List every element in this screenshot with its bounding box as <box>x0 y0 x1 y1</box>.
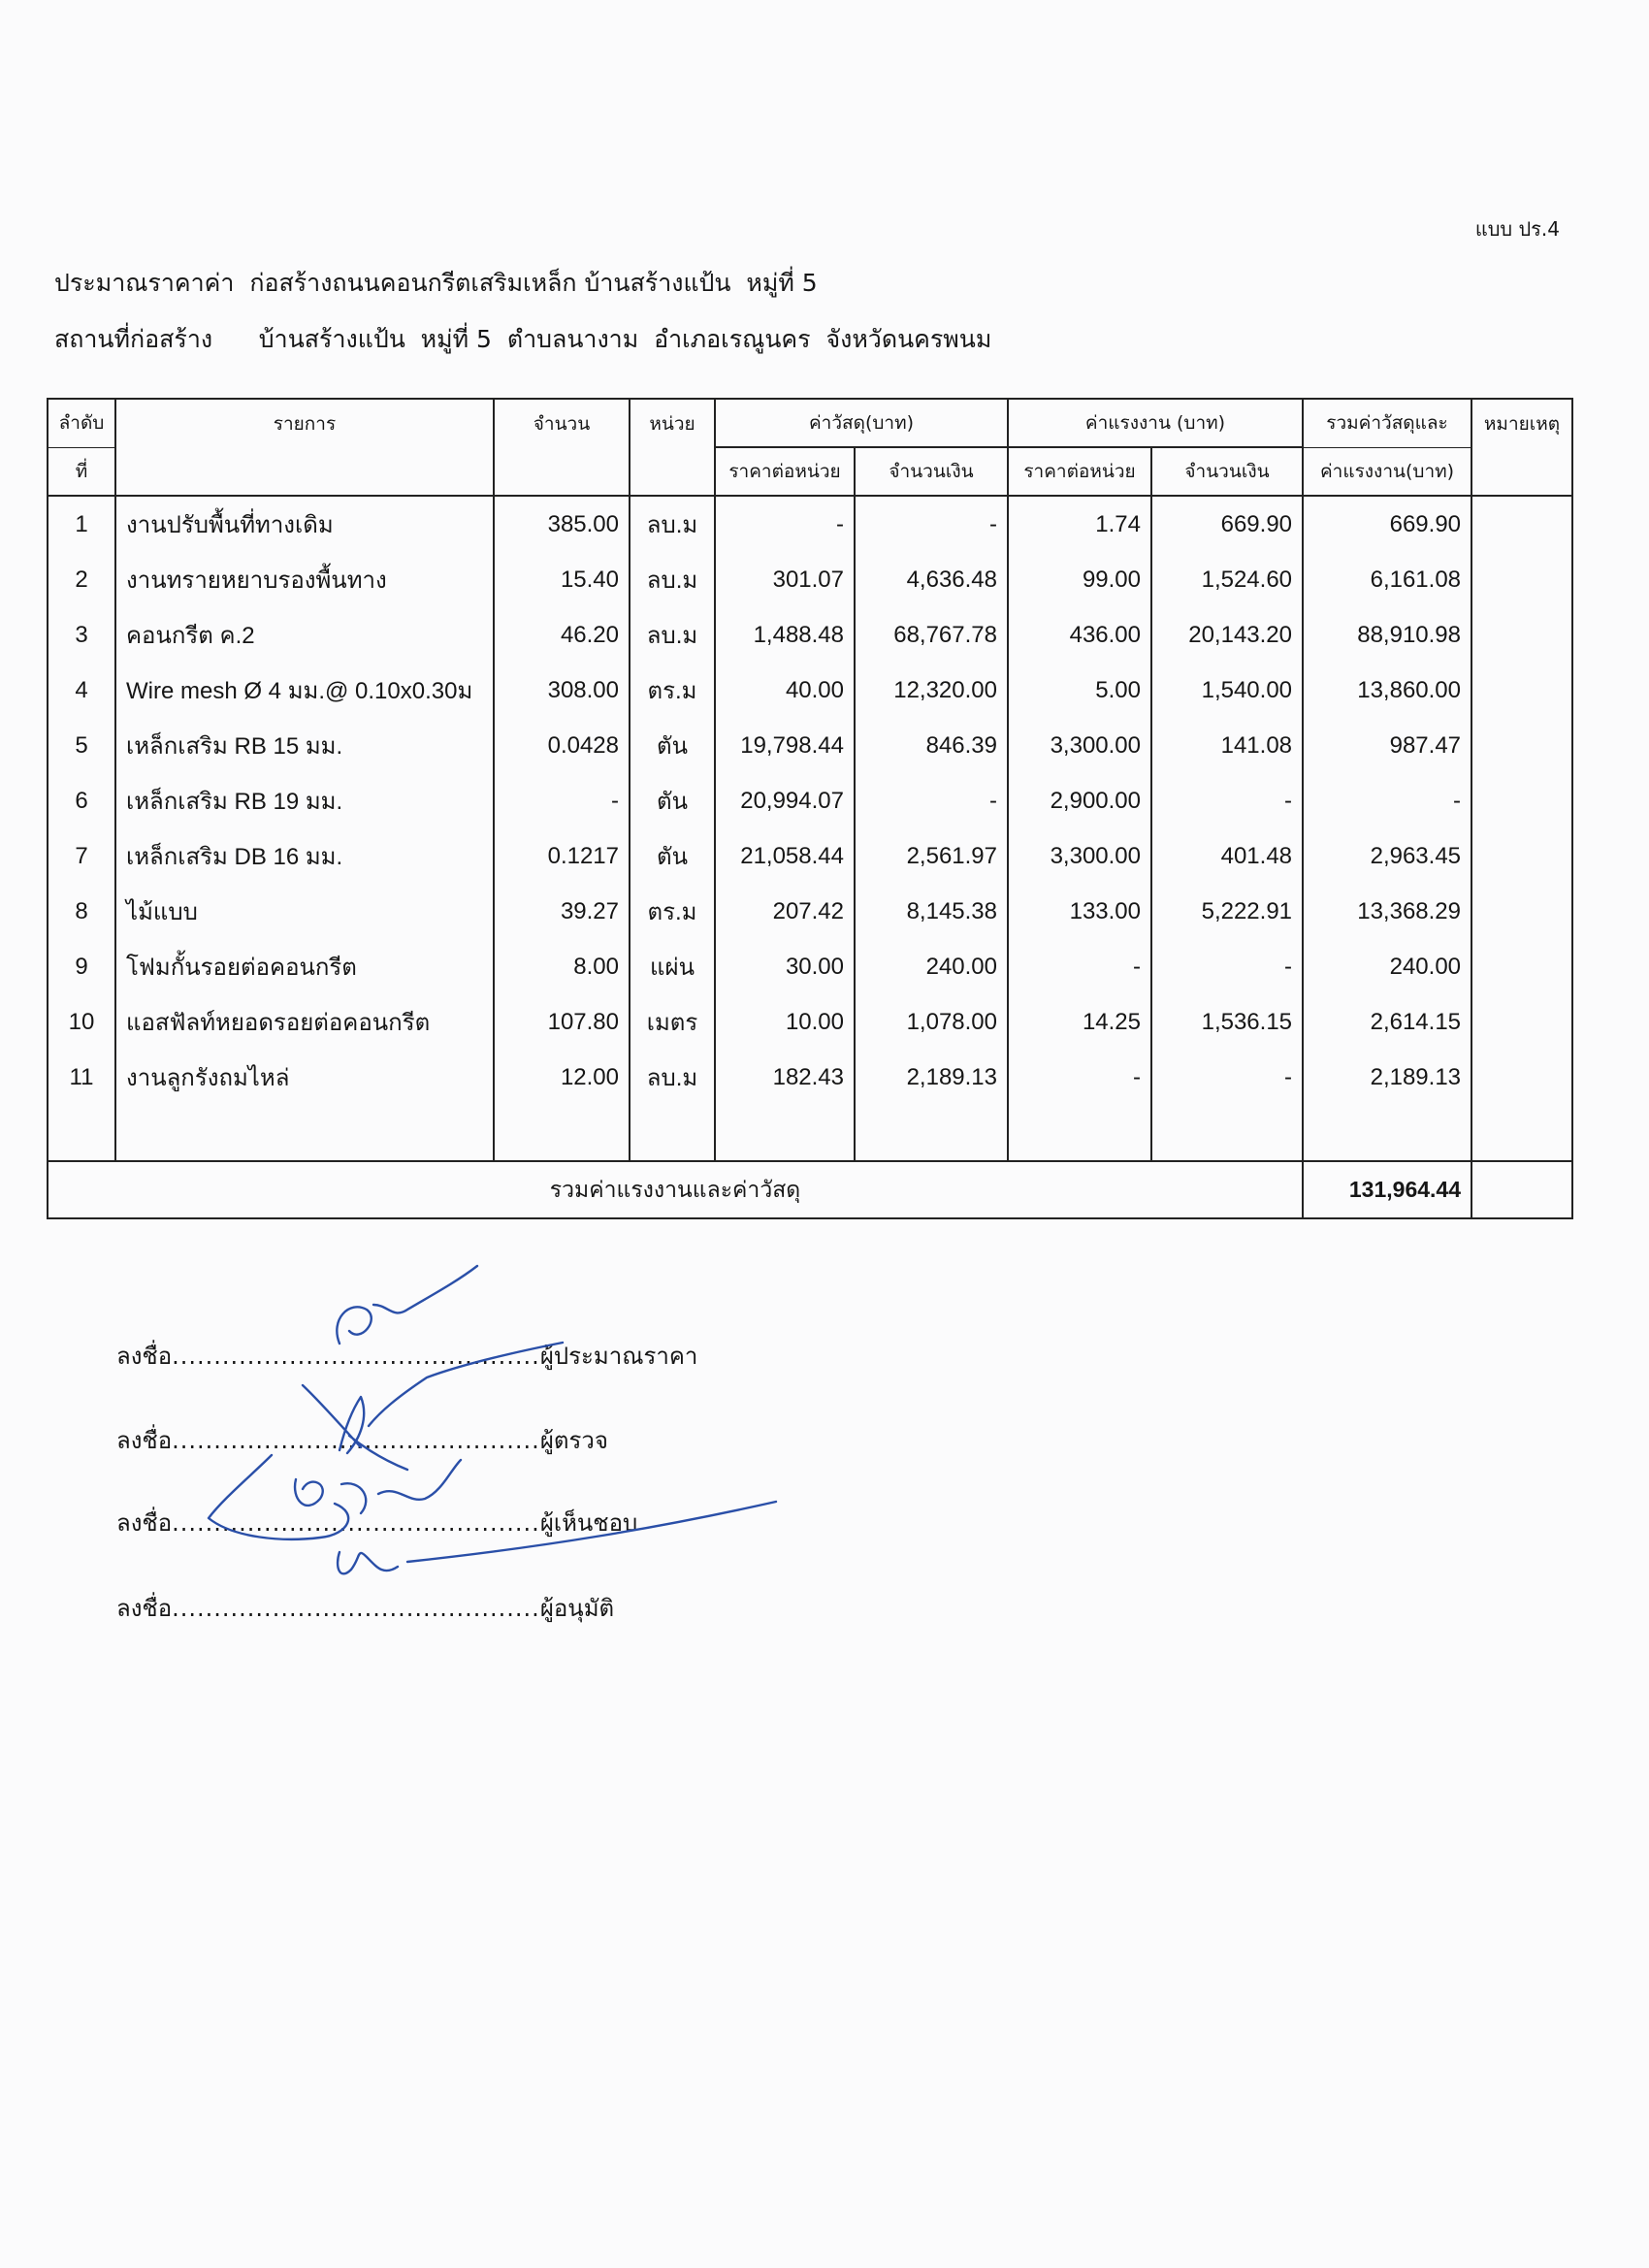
col-header-labor-unit-price: ราคาต่อหน่วย <box>1008 447 1151 496</box>
col-header-labor: ค่าแรงงาน (บาท) <box>1008 399 1303 447</box>
row-unit: ตัน <box>630 718 715 773</box>
col-header-no-line2: ที่ <box>48 447 115 496</box>
row-item: เหล็กเสริม RB 15 มม. <box>115 718 494 773</box>
row-material-amount: 2,189.13 <box>855 1050 1008 1105</box>
signature-prefix: ลงชื่อ <box>116 1509 173 1537</box>
row-labor-amount: 141.08 <box>1151 718 1303 773</box>
row-total: 2,963.45 <box>1303 828 1471 884</box>
row-total: 88,910.98 <box>1303 607 1471 663</box>
signature-endorser <box>209 1455 461 1539</box>
row-unit: ลบ.ม <box>630 1050 715 1105</box>
row-labor-price: 133.00 <box>1008 884 1151 939</box>
signature-dots: ............................................ <box>172 1427 540 1454</box>
row-qty: 0.1217 <box>494 828 630 884</box>
row-labor-amount: 401.48 <box>1151 828 1303 884</box>
row-labor-price: 1.74 <box>1008 496 1151 552</box>
signature-inspector <box>303 1343 563 1470</box>
row-qty: 308.00 <box>494 663 630 718</box>
row-no: 6 <box>48 773 115 828</box>
row-item: โฟมกั้นรอยต่อคอนกรีต <box>115 939 494 994</box>
signature-prefix: ลงชื่อ <box>116 1343 173 1370</box>
estimate-title-value: ก่อสร้างถนนคอนกรีตเสริมเหล็ก บ้านสร้างแป้น หมู่ที่ 5 <box>249 269 818 297</box>
col-header-qty: จำนวน <box>494 399 630 496</box>
col-header-material-amount: จำนวนเงิน <box>855 447 1008 496</box>
col-header-material-unit-price: ราคาต่อหน่วย <box>715 447 855 496</box>
row-item: งานปรับพื้นที่ทางเดิม <box>115 496 494 552</box>
row-total: 2,189.13 <box>1303 1050 1471 1105</box>
row-no: 7 <box>48 828 115 884</box>
row-labor-amount: 669.90 <box>1151 496 1303 552</box>
col-header-no: ลำดับ <box>48 399 115 447</box>
row-total: 669.90 <box>1303 496 1471 552</box>
row-labor-price: 5.00 <box>1008 663 1151 718</box>
row-material-amount: 68,767.78 <box>855 607 1008 663</box>
row-labor-amount: 1,536.15 <box>1151 994 1303 1050</box>
row-item: Wire mesh Ø 4 มม.@ 0.10x0.30ม <box>115 663 494 718</box>
row-material-amount: 2,561.97 <box>855 828 1008 884</box>
row-material-price: 19,798.44 <box>715 718 855 773</box>
row-qty: 12.00 <box>494 1050 630 1105</box>
site-location-label: สถานที่ก่อสร้าง <box>54 325 213 353</box>
row-qty: 8.00 <box>494 939 630 994</box>
row-labor-amount: - <box>1151 939 1303 994</box>
row-qty: 385.00 <box>494 496 630 552</box>
col-header-labor-amount: จำนวนเงิน <box>1151 447 1303 496</box>
row-total: 13,368.29 <box>1303 884 1471 939</box>
row-no: 2 <box>48 552 115 607</box>
row-labor-price: 14.25 <box>1008 994 1151 1050</box>
row-labor-price: - <box>1008 1050 1151 1105</box>
row-item: แอสฟัลท์หยอดรอยต่อคอนกรีต <box>115 994 494 1050</box>
form-code: แบบ ปร.4 <box>1474 217 1560 241</box>
row-material-price: 40.00 <box>715 663 855 718</box>
estimate-title-label: ประมาณราคาค่า <box>54 269 235 297</box>
row-item: ไม้แบบ <box>115 884 494 939</box>
row-no: 9 <box>48 939 115 994</box>
row-material-price: - <box>715 496 855 552</box>
row-material-amount: 8,145.38 <box>855 884 1008 939</box>
row-qty: 107.80 <box>494 994 630 1050</box>
row-material-price: 182.43 <box>715 1050 855 1105</box>
signature-dots: ............................................ <box>172 1595 540 1622</box>
row-no: 8 <box>48 884 115 939</box>
row-no: 10 <box>48 994 115 1050</box>
row-total: 240.00 <box>1303 939 1471 994</box>
signature-dots: ............................................ <box>172 1343 540 1370</box>
site-location-value: บ้านสร้างแป้น หมู่ที่ 5 ตำบลนางาม อำเภอเรณูนคร จังหวัดนครพนม <box>258 325 992 353</box>
row-total: 6,161.08 <box>1303 552 1471 607</box>
row-qty: - <box>494 773 630 828</box>
row-material-price: 1,488.48 <box>715 607 855 663</box>
row-material-price: 207.42 <box>715 884 855 939</box>
row-unit: แผ่น <box>630 939 715 994</box>
row-unit: ลบ.ม <box>630 552 715 607</box>
row-qty: 0.0428 <box>494 718 630 773</box>
row-item: งานทรายหยาบรองพื้นทาง <box>115 552 494 607</box>
col-header-total-line2: ค่าแรงงาน(บาท) <box>1303 447 1471 496</box>
row-labor-price: 2,900.00 <box>1008 773 1151 828</box>
row-qty: 15.40 <box>494 552 630 607</box>
row-material-amount: 846.39 <box>855 718 1008 773</box>
col-header-material: ค่าวัสดุ(บาท) <box>715 399 1008 447</box>
row-no: 11 <box>48 1050 115 1105</box>
row-labor-amount: 5,222.91 <box>1151 884 1303 939</box>
col-header-item: รายการ <box>115 399 494 496</box>
signature-prefix: ลงชื่อ <box>116 1427 173 1454</box>
row-material-amount: - <box>855 496 1008 552</box>
signature-estimator <box>337 1266 477 1344</box>
signature-role: ผู้ประมาณราคา <box>539 1343 698 1370</box>
signature-role: ผู้เห็นชอบ <box>539 1509 638 1537</box>
row-material-price: 20,994.07 <box>715 773 855 828</box>
row-total: 2,614.15 <box>1303 994 1471 1050</box>
row-material-amount: - <box>855 773 1008 828</box>
row-unit: ตัน <box>630 828 715 884</box>
signature-role: ผู้อนุมัติ <box>539 1595 615 1622</box>
row-labor-price: 3,300.00 <box>1008 828 1151 884</box>
row-material-price: 10.00 <box>715 994 855 1050</box>
row-no: 5 <box>48 718 115 773</box>
row-material-price: 301.07 <box>715 552 855 607</box>
row-labor-amount: 1,540.00 <box>1151 663 1303 718</box>
row-no: 4 <box>48 663 115 718</box>
row-material-amount: 240.00 <box>855 939 1008 994</box>
row-labor-amount: 20,143.20 <box>1151 607 1303 663</box>
row-unit: ตร.ม <box>630 884 715 939</box>
row-labor-price: 99.00 <box>1008 552 1151 607</box>
col-header-remark: หมายเหตุ <box>1471 399 1572 496</box>
row-labor-amount: - <box>1151 1050 1303 1105</box>
row-unit: เมตร <box>630 994 715 1050</box>
row-item: คอนกรีต ค.2 <box>115 607 494 663</box>
row-no: 3 <box>48 607 115 663</box>
row-qty: 39.27 <box>494 884 630 939</box>
row-unit: ตร.ม <box>630 663 715 718</box>
signature-approver <box>338 1502 776 1573</box>
grand-total-label: รวมค่าแรงงานและค่าวัสดุ <box>48 1161 1303 1218</box>
row-labor-price: 3,300.00 <box>1008 718 1151 773</box>
row-item: เหล็กเสริม DB 16 มม. <box>115 828 494 884</box>
row-qty: 46.20 <box>494 607 630 663</box>
row-total: - <box>1303 773 1471 828</box>
row-total: 987.47 <box>1303 718 1471 773</box>
row-labor-amount: 1,524.60 <box>1151 552 1303 607</box>
row-no: 1 <box>48 496 115 552</box>
row-material-amount: 1,078.00 <box>855 994 1008 1050</box>
row-labor-amount: - <box>1151 773 1303 828</box>
row-labor-price: - <box>1008 939 1151 994</box>
col-header-unit: หน่วย <box>630 399 715 496</box>
row-unit: ตัน <box>630 773 715 828</box>
signature-dots: ............................................ <box>172 1509 540 1537</box>
signature-role: ผู้ตรวจ <box>539 1427 608 1454</box>
row-item: งานลูกรังถมไหล่ <box>115 1050 494 1105</box>
row-material-amount: 12,320.00 <box>855 663 1008 718</box>
row-labor-price: 436.00 <box>1008 607 1151 663</box>
row-unit: ลบ.ม <box>630 496 715 552</box>
row-unit: ลบ.ม <box>630 607 715 663</box>
row-material-price: 21,058.44 <box>715 828 855 884</box>
grand-total-value: 131,964.44 <box>1303 1161 1471 1218</box>
signature-prefix: ลงชื่อ <box>116 1595 173 1622</box>
row-total: 13,860.00 <box>1303 663 1471 718</box>
col-header-total: รวมค่าวัสดุและ <box>1303 399 1471 447</box>
row-item: เหล็กเสริม RB 19 มม. <box>115 773 494 828</box>
row-material-amount: 4,636.48 <box>855 552 1008 607</box>
row-material-price: 30.00 <box>715 939 855 994</box>
